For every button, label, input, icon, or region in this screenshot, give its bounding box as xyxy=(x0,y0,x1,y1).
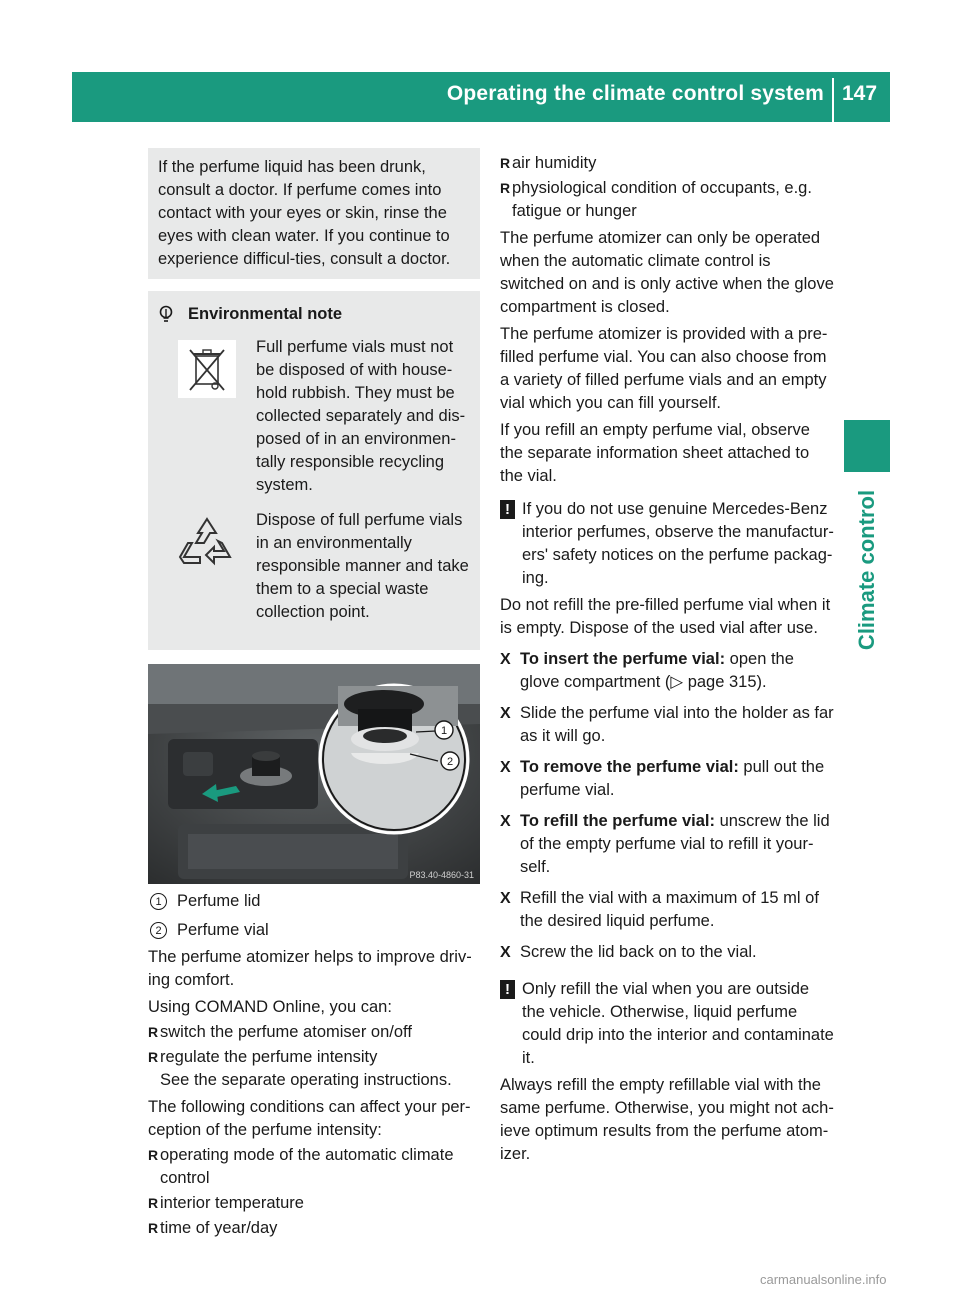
header-divider xyxy=(832,78,834,122)
paragraph: Do not refill the pre-filled perfume vial when it is empty. Dispose of the used vial after use. xyxy=(500,596,831,637)
step-fill-amount: X Refill the vial with a maximum of 15 ml of the desired liquid perfume. xyxy=(500,889,819,930)
env-item-disposal-text: Full perfume vials must not be disposed of with house-hold rubbish. They must be collected separately and dis-posed of in an environmen-tally responsible recycling system. xyxy=(256,338,466,494)
page-ref-arrow-icon: ▷ xyxy=(670,673,684,691)
env-item-recycling-text: Dispose of full perfume vials in an environmentally responsible manner and take them to a special waste collection point. xyxy=(256,511,469,621)
paragraph: Always refill the empty refillable vial with the same perfume. Otherwise, you might not ach-ieve optimum results from the perfume atom-izer. xyxy=(500,1076,834,1163)
page-header xyxy=(72,72,890,122)
legend-item-2: 2 Perfume vial xyxy=(148,919,480,942)
environmental-note-box xyxy=(148,291,480,650)
section-title: Operating the climate control system xyxy=(446,82,824,105)
step-remove-vial: X To remove the perfume vial: pull out the perfume vial. xyxy=(500,758,825,799)
right-column xyxy=(500,148,834,1166)
legend-item-1: 1 Perfume lid xyxy=(148,890,480,913)
recycle-icon xyxy=(176,513,238,571)
paragraph: The following conditions can affect your per-ception of the perfume intensity: xyxy=(148,1098,471,1139)
step-screw-lid: X Screw the lid back on to the vial. xyxy=(500,943,757,961)
callout-1: 1 xyxy=(440,725,448,737)
paragraph: If you refill an empty perfume vial, observe the separate information sheet attached to the vial. xyxy=(500,421,810,485)
light-bulb-icon xyxy=(158,305,174,325)
step-slide-vial: X Slide the perfume vial into the holder as far as it will go. xyxy=(500,704,834,745)
caution-note: ! If you do not use genuine Mercedes-Benz interior perfumes, observe the manufactur-ers' safety notices on the perfume packag-ing. xyxy=(500,498,834,590)
left-column xyxy=(148,148,480,1240)
list-item: R operating mode of the automatic climate control xyxy=(148,1146,454,1187)
env-note-heading: Environmental note xyxy=(158,303,470,326)
figure-code: P83.40-4860-31 xyxy=(409,870,474,880)
paragraph: The perfume atomizer is provided with a pre-filled perfume vial. You can also choose from a variety of filled perfume vials and an empty vial which you can fill yourself. xyxy=(500,325,828,412)
caution-note: ! Only refill the vial when you are outside the vehicle. Otherwise, liquid perfume could drip into the interior and contaminate it. xyxy=(500,978,834,1070)
env-item-disposal xyxy=(158,336,470,497)
exclamation-icon: ! xyxy=(500,980,515,999)
exclamation-icon: ! xyxy=(500,500,515,519)
callout-2: 2 xyxy=(446,756,454,768)
side-tab-marker xyxy=(844,420,890,472)
watermark: carmanualsonline.info xyxy=(760,1272,887,1287)
env-item-recycling xyxy=(158,509,470,624)
list-item: R time of year/day xyxy=(148,1219,278,1237)
list-item: R regulate the perfume intensity xyxy=(148,1048,378,1066)
crossed-bin-icon xyxy=(178,340,236,398)
step-insert-vial: X To insert the perfume vial: open the glove compartment (▷ page 315). xyxy=(500,650,794,691)
paragraph: The perfume atomizer can only be operated when the automatic climate control is switched on and is only active when the glove compartment is closed. xyxy=(500,229,834,316)
paragraph: The perfume atomizer helps to improve driv-ing comfort. xyxy=(148,948,472,989)
list-item: R physiological condition of occupants, e.g. fatigue or hunger xyxy=(500,179,812,220)
list-item: R interior temperature xyxy=(148,1194,304,1212)
page-number: 147 xyxy=(842,82,878,105)
warning-box: If the perfume liquid has been drunk, consult a doctor. If perfume comes into contact with your eyes or skin, rinse the eyes with clean water. If you continue to experience difficul-ties, consult a doctor. xyxy=(148,148,480,279)
list-item-continuation: See the separate operating instructions. xyxy=(160,1071,452,1089)
step-refill-vial: X To refill the perfume vial: unscrew the lid of the empty perfume vial to refill it your-self. xyxy=(500,812,830,876)
list-item: R switch the perfume atomiser on/off xyxy=(148,1023,412,1041)
side-tab-label: Climate control xyxy=(854,489,880,651)
perfume-atomizer-photo xyxy=(148,664,480,884)
list-item: R air humidity xyxy=(500,154,597,172)
paragraph: Using COMAND Online, you can: xyxy=(148,998,392,1016)
